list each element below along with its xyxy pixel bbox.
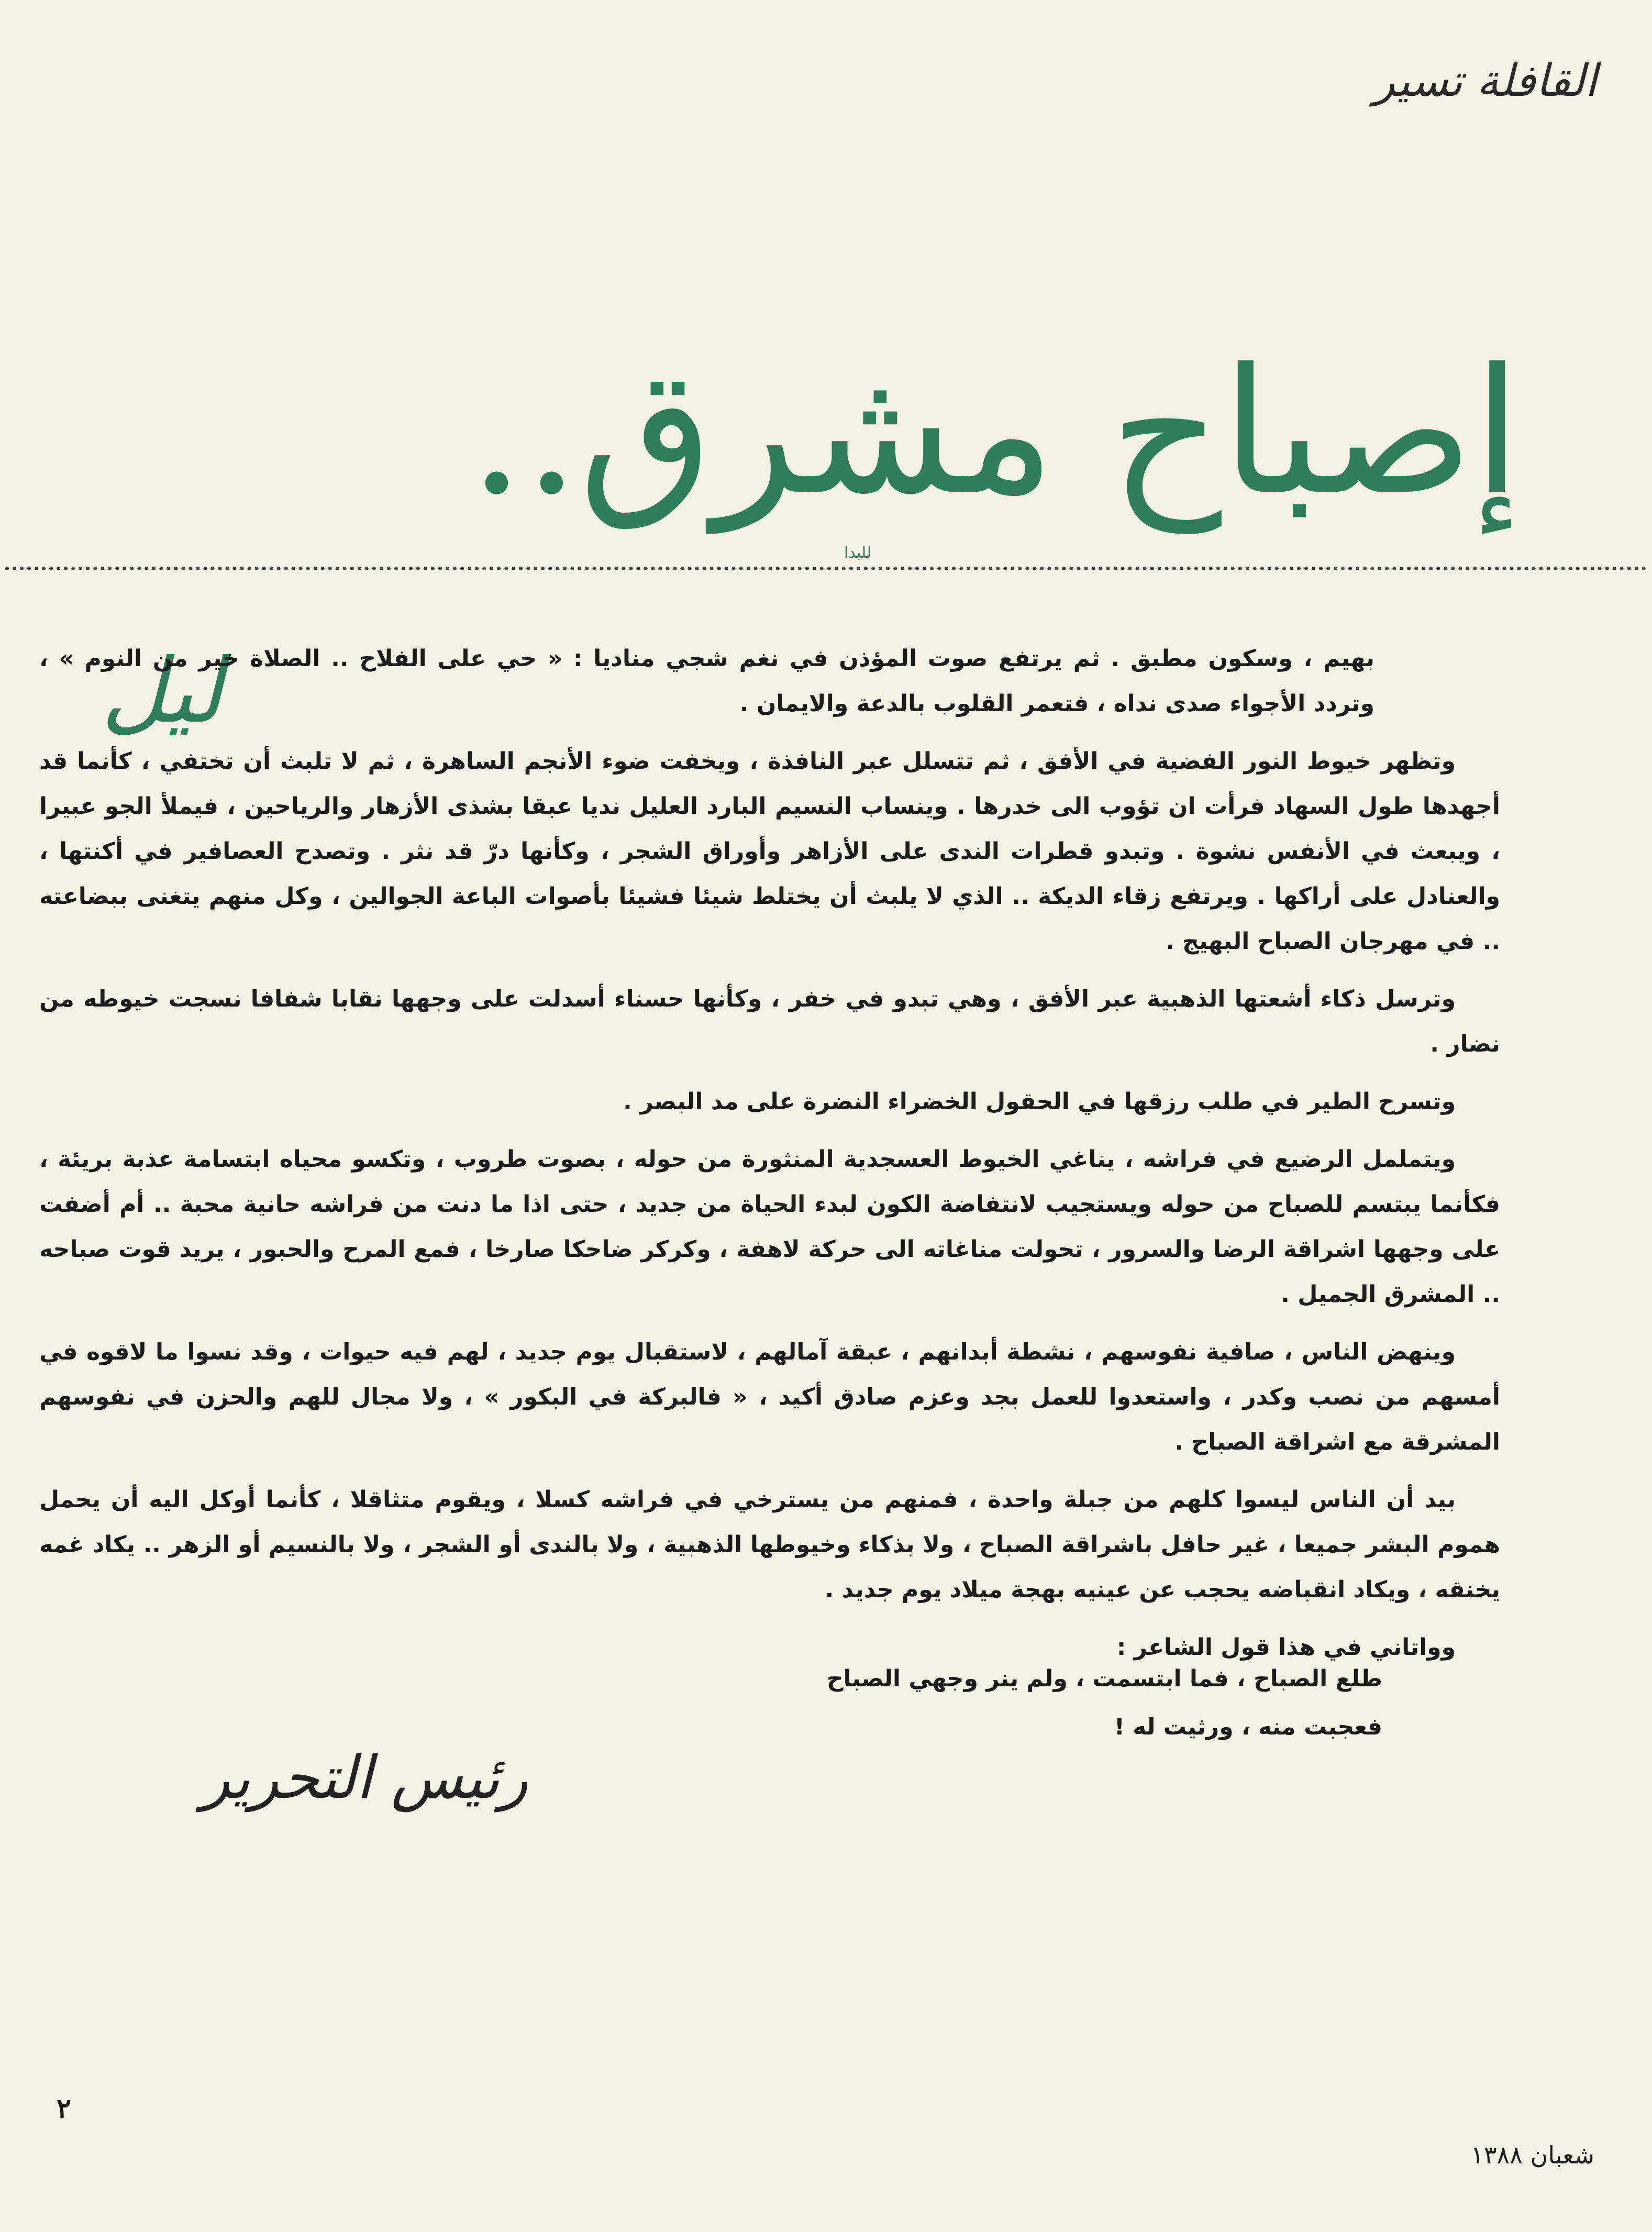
verse-line: طلع الصباح ، فما ابتسمت ، ولم ينر وجهي الصباح — [826, 1665, 1382, 1692]
paragraph: وتظهر خيوط النور الفضية في الأفق ، ثم تتسلل عبر النافذة ، ويخفت ضوء الأنجم الساهرة ، ثم لا تلبث أن تختفي ، كأنما قد أجهدها طول السهاد فرأت ان تؤوب الى خدرها . وينساب النسيم البارد العليل نديا عبقا بشذى الأزهار والرياحين ، فيملأ الجو عبيرا ، ويبعث في الأنفس نشوة . وتبدو قطرات الندى على الأزاهر وأوراق الشجر ، وكأنها درّ قد نثر . وتصدح العصافير في أكنتها ، والعنادل على أراكها . ويرتفع زقاء الديكة .. الذي لا يلبث أن يختلط شيئا فشيئا بأصوات الباعة الجوالين ، وكل منهم يتغنى ببضاعته .. في مهرجان الصباح البهيج . — [39, 748, 1500, 955]
editor-signature: رئيس التحرير — [202, 1744, 528, 1812]
dropcap-word: ليل — [101, 639, 223, 743]
paragraph: وترسل ذكاء أشعتها الذهبية عبر الأفق ، وهي تبدو في خفر ، وكأنها حسناء أسدلت على وجهها نقابا شفافا نسجت خيوطه من نضار . — [39, 986, 1500, 1057]
paragraph: بهيم ، وسكون مطبق . ثم يرتفع صوت المؤذن في نغم شجي مناديا : « حي على الفلاح .. الصلاة خير من النوم » ، وتردد الأجواء صدى نداه ، فتعمر القلوب بالدعة والايمان . — [39, 645, 1374, 717]
poem-verse — [518, 1655, 1382, 1751]
paragraph: ويتململ الرضيع في فراشه ، يناغي الخيوط العسجدية المنثورة من حوله ، بصوت طروب ، وتكسو محياه ابتسامة عذبة بريئة ، فكأنما يبتسم للصباح من حوله ويستجيب لانتفاضة الكون لبدء الحياة من جديد ، حتى اذا ما دنت من فراشه حانية محبة .. أم أضفت على وجهها اشراقة الرضا والسرور ، تحولت مناغاته الى حركة لاهفة ، وكركر ضاحكا صارخا ، فمع المرح والحبور ، يريد قوت صباحه .. المشرق الجميل . — [39, 1146, 1500, 1308]
paragraph: وواتاني في هذا قول الشاعر : — [1116, 1634, 1456, 1661]
article-body — [39, 636, 1500, 1683]
dotted-divider — [5, 567, 1647, 570]
magazine-logo: القافلة تسير — [1373, 55, 1597, 106]
page-number: ٢ — [57, 2093, 71, 2125]
issue-date: شعبان ١٣٨٨ — [1471, 2141, 1594, 2169]
verse-line: فعجبت منه ، ورثيت له ! — [1114, 1714, 1382, 1740]
title-ornament-text: للبدا — [844, 544, 872, 562]
paragraph: وينهض الناس ، صافية نفوسهم ، نشطة أبدانهم ، عبقة آمالهم ، لاستقبال يوم جديد ، لهم فيه حيوات ، وقد نسوا ما لاقوه في أمسهم من نصب وكدر ، واستعدوا للعمل بجد وعزم صادق أكيد ، « فالبركة في البكور » ، ولا مجال للهم والحزن في نفوسهم المشرقة مع اشراقة الصباح . — [39, 1339, 1500, 1455]
article-title: إصباح مشرق.. — [469, 332, 1521, 533]
paragraph: وتسرح الطير في طلب رزقها في الحقول الخضراء النضرة على مد البصر . — [623, 1088, 1456, 1115]
paragraph: بيد أن الناس ليسوا كلهم من جبلة واحدة ، فمنهم من يسترخي في فراشه كسلا ، ويقوم متثاقلا ، كأنما أوكل اليه أن يحمل هموم البشر جميعا ، غير حافل باشراقة الصباح ، ولا بذكاء وخيوطها الذهبية ، ولا بالندى أو الشجر ، ولا بالنسيم أو الزهر .. يكاد غمه يخنقه ، ويكاد انقباضه يحجب عن عينيه بهجة ميلاد يوم جديد . — [39, 1486, 1500, 1603]
